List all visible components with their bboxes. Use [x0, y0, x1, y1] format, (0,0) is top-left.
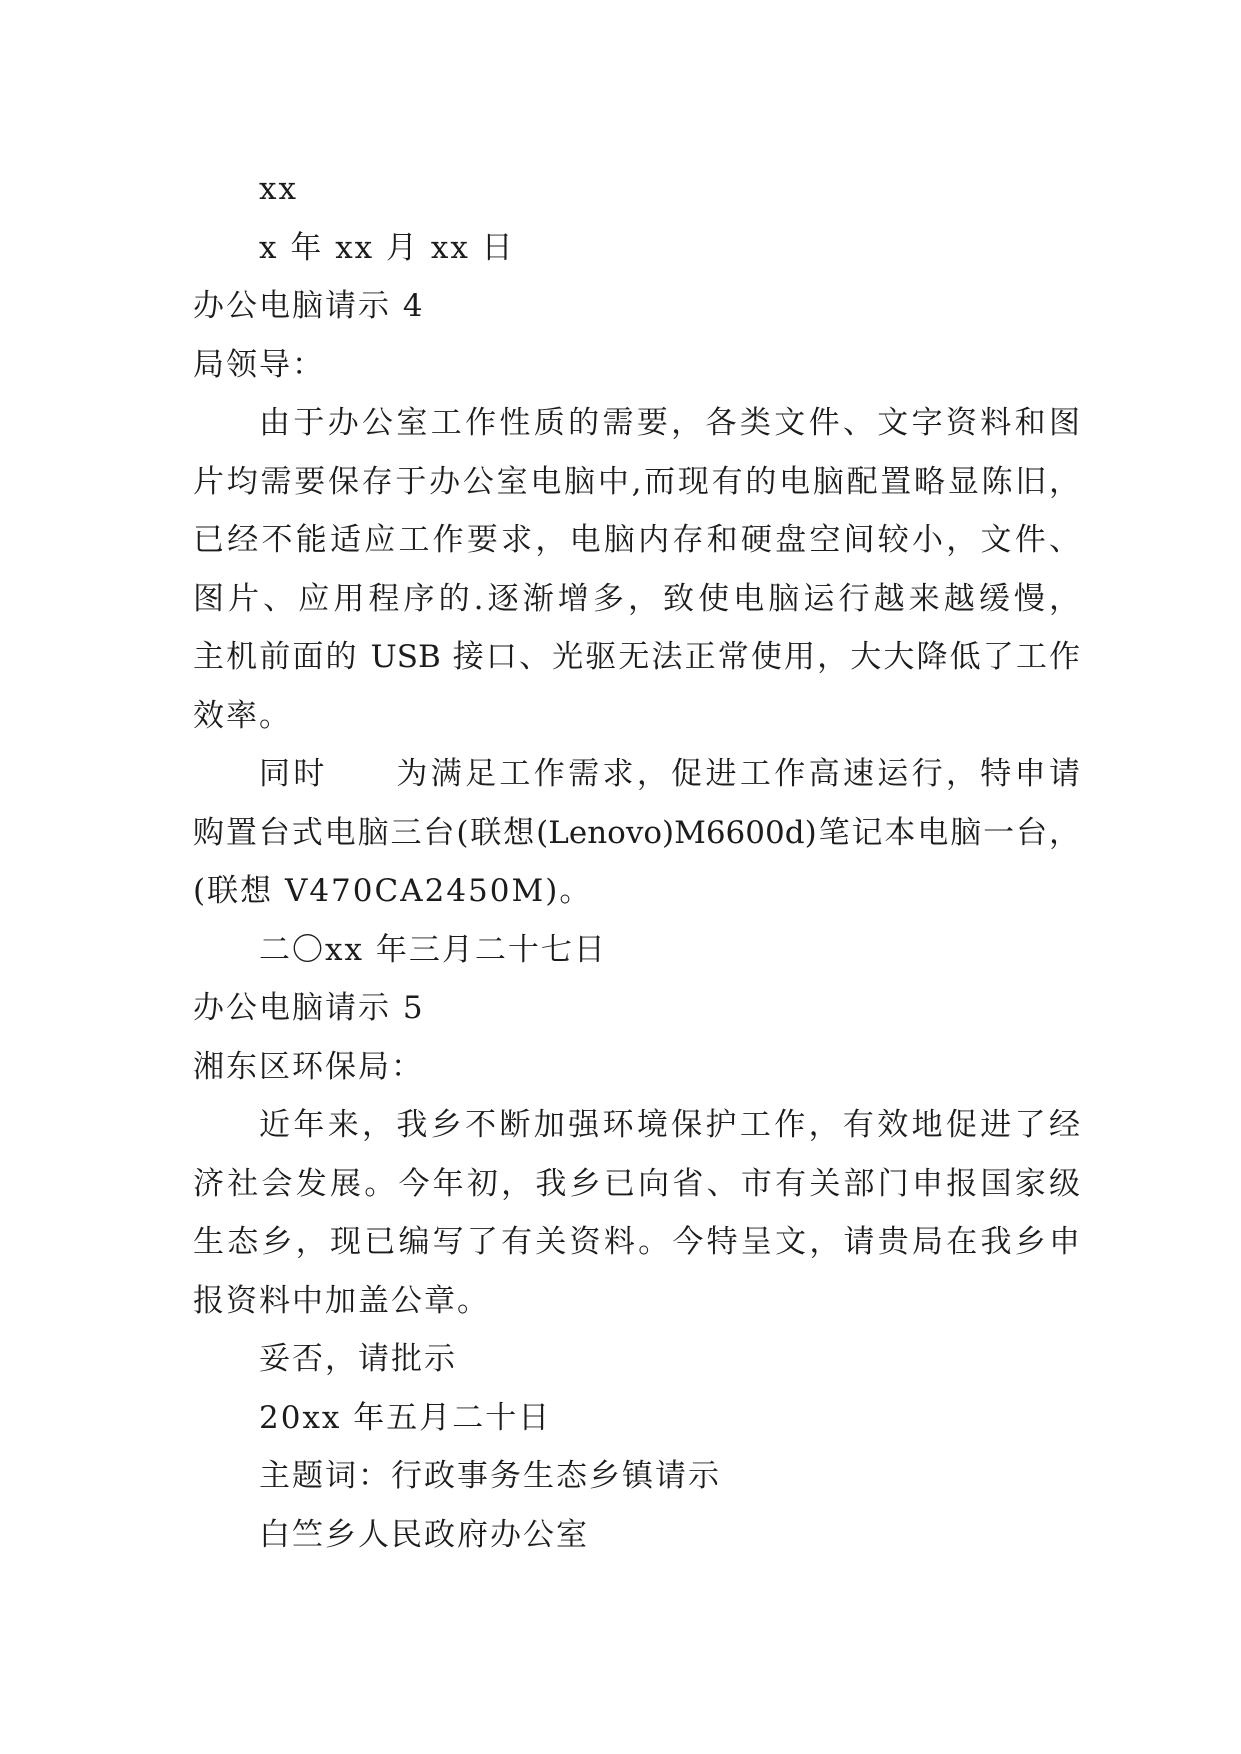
- request-5-paragraph-1: [193, 1096, 1080, 1330]
- paragraph-line: 济社会发展。今年初，我乡已向省、市有关部门申报国家级: [193, 1165, 1080, 1202]
- request-5-keywords: 主题词：行政事务生态乡镇请示: [259, 1458, 721, 1494]
- paragraph-line: 图片、应用程序的.逐渐增多，致使电脑运行越来越缓慢，: [193, 580, 1080, 617]
- paragraph-line: 效率。: [193, 697, 292, 734]
- paragraph-line: 近年来，我乡不断加强环境保护工作，有效地促进了经: [259, 1107, 1080, 1143]
- request-5-date: 20xx 年五月二十日: [259, 1399, 552, 1436]
- request-4-date: 二〇xx 年三月二十七日: [259, 931, 607, 968]
- paragraph-line: (联想 V470CA2450M)。: [193, 873, 593, 909]
- paragraph-line: 同时 为满足工作需求，促进工作高速运行，特申请: [259, 756, 1080, 792]
- request-4-paragraph-1: [193, 394, 1080, 745]
- previous-letter-date: x 年 xx 月 xx 日: [259, 229, 515, 266]
- previous-letter-signer: xx: [259, 171, 298, 207]
- request-4-paragraph-2: [193, 745, 1080, 921]
- document-body: [193, 160, 1080, 1564]
- request-4-title: 办公电脑请示 4: [193, 288, 425, 324]
- paragraph-line: 生态乡，现已编写了有关资料。今特呈文，请贵局在我乡申: [193, 1224, 1080, 1260]
- request-5-salutation: 湘东区环保局：: [193, 1048, 424, 1085]
- paragraph-line: 已经不能适应工作要求，电脑内存和硬盘空间较小，文件、: [193, 522, 1080, 558]
- paragraph-line: 报资料中加盖公章。: [193, 1282, 490, 1319]
- request-5-title: 办公电脑请示 5: [193, 990, 425, 1026]
- paragraph-line: 主机前面的 USB 接口、光驱无法正常使用，大大降低了工作: [193, 639, 1080, 675]
- request-5-issuer: 白竺乡人民政府办公室: [259, 1516, 589, 1553]
- paragraph-line: 由于办公室工作性质的需要，各类文件、文字资料和图: [259, 405, 1080, 441]
- paragraph-line: 片均需要保存于办公室电脑中,而现有的电脑配置略显陈旧，: [193, 463, 1080, 500]
- request-4-salutation: 局领导：: [193, 346, 325, 383]
- paragraph-line: 购置台式电脑三台(联想(Lenovo)M6600d)笔记本电脑一台，: [193, 814, 1080, 851]
- request-5-closing: 妥否，请批示: [259, 1341, 457, 1377]
